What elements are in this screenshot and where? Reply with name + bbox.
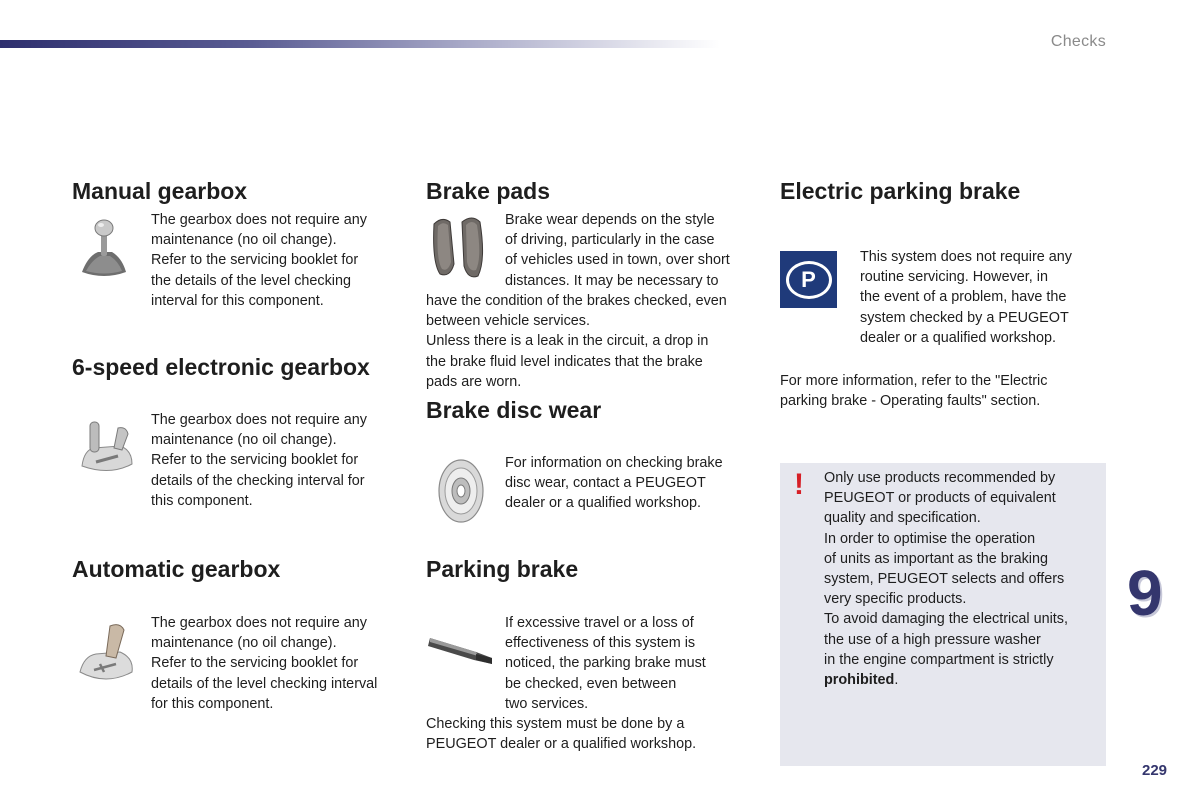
text-line: the brake fluid level indicates that the brake: [426, 353, 703, 370]
parking-brake-heading: Parking brake: [426, 556, 579, 582]
brake-disc-heading: Brake disc wear: [426, 397, 602, 423]
text-line: maintenance (no oil change).: [151, 232, 337, 249]
warning-end-punct: .: [894, 672, 899, 689]
text-line: dealer or a qualified workshop.: [505, 495, 701, 512]
text-line: For information on checking brake: [505, 455, 723, 471]
text-line: effectiveness of this system is: [505, 635, 696, 652]
text-line: Checking this system must be done by a: [426, 716, 685, 732]
text-line: The gearbox does not require any: [151, 212, 368, 228]
brake-disc-text: [505, 453, 723, 514]
parking-brake-lever-icon: [426, 628, 496, 672]
text-line: To avoid damaging the electrical units,: [824, 611, 1068, 628]
text-line: of driving, particularly in the case: [505, 232, 715, 249]
text-line: of units as important as the braking: [824, 550, 1048, 567]
electric-parking-brake-heading: Electric parking brake: [780, 178, 1021, 204]
warning-text: [824, 468, 1068, 690]
text-line: the use of a high pressure washer: [824, 631, 1041, 648]
brake-pads-text: [426, 291, 727, 392]
text-line: the details of the level checking: [151, 272, 351, 289]
brake-disc-icon: [432, 456, 490, 526]
text-line: For more information, refer to the "Electric: [780, 373, 1048, 389]
header-gradient-bar: [0, 40, 720, 48]
manual-gear-lever-icon: [78, 216, 130, 280]
section-title: Checks: [1050, 33, 1106, 50]
text-line: dealer or a qualified workshop.: [860, 329, 1056, 346]
text-line: If excessive travel or a loss of: [505, 615, 694, 631]
text-line: quality and specification.: [824, 510, 981, 527]
parking-brake-symbol: P: [786, 261, 832, 299]
text-line: two services.: [505, 695, 589, 712]
text-line: The gearbox does not require any: [151, 615, 368, 631]
text-line: Brake wear depends on the style: [505, 212, 715, 228]
text-line: be checked, even between: [505, 675, 677, 692]
text-line: interval for this component.: [151, 292, 324, 309]
text-line: Refer to the servicing booklet for: [151, 655, 359, 672]
text-line: [824, 670, 1068, 690]
text-line: pads are worn.: [426, 373, 522, 390]
parking-brake-text: [426, 714, 696, 754]
text-line: PEUGEOT or products of equivalent: [824, 490, 1056, 507]
text-line: distances. It may be necessary to: [505, 272, 719, 289]
brake-pads-heading: Brake pads: [426, 178, 551, 204]
parking-brake-text-side: [505, 613, 706, 714]
automatic-gearbox-text: [151, 613, 377, 714]
brake-pads-text-side: [505, 210, 730, 291]
text-line: details of the level checking interval: [151, 675, 378, 692]
text-line: of vehicles used in town, over short: [505, 252, 730, 269]
electric-parking-brake-text: [860, 247, 1072, 348]
text-line: details of the checking interval for: [151, 472, 365, 489]
parking-brake-warning-icon: [780, 251, 837, 308]
text-line: This system does not require any: [860, 249, 1072, 265]
text-line: Only use products recommended by: [824, 470, 1056, 486]
text-line: Refer to the servicing booklet for: [151, 452, 359, 469]
text-line: system checked by a PEUGEOT: [860, 309, 1069, 326]
text-line: in the engine compartment is strictly: [824, 651, 1054, 668]
chapter-number: 9: [1127, 557, 1163, 629]
text-line: parking brake - Operating faults" section.: [780, 393, 1041, 410]
electronic-gearbox-heading: 6-speed electronic gearbox: [72, 354, 370, 380]
text-line: Refer to the servicing booklet for: [151, 252, 359, 269]
text-line: maintenance (no oil change).: [151, 432, 337, 449]
text-line: for this component.: [151, 695, 274, 712]
text-line: have the condition of the brakes checked, even: [426, 293, 727, 309]
warning-exclamation-icon: !: [794, 468, 804, 501]
text-line: PEUGEOT dealer or a qualified workshop.: [426, 736, 697, 753]
text-line: very specific products.: [824, 591, 967, 608]
manual-gearbox-text: [151, 210, 367, 311]
brake-pads-icon: [428, 214, 490, 284]
text-line: routine servicing. However, in: [860, 269, 1048, 286]
electronic-gearbox-text: [151, 410, 367, 511]
automatic-gear-selector-icon: [76, 620, 136, 686]
text-line: disc wear, contact a PEUGEOT: [505, 475, 706, 492]
text-line: this component.: [151, 492, 253, 509]
page-number: 229: [1142, 762, 1168, 779]
text-line: Unless there is a leak in the circuit, a drop in: [426, 333, 709, 350]
manual-gearbox-heading: Manual gearbox: [72, 178, 248, 204]
text-line: In order to optimise the operation: [824, 530, 1036, 547]
text-line: the event of a problem, have the: [860, 289, 1067, 306]
text-line: between vehicle services.: [426, 313, 590, 330]
electronic-gear-selector-icon: [76, 416, 138, 480]
warning-bold-word: prohibited: [824, 672, 895, 689]
text-line: The gearbox does not require any: [151, 412, 368, 428]
electric-parking-brake-more-info: [780, 371, 1047, 411]
automatic-gearbox-heading: Automatic gearbox: [72, 556, 281, 582]
text-line: maintenance (no oil change).: [151, 635, 337, 652]
text-line: noticed, the parking brake must: [505, 655, 706, 672]
text-line: system, PEUGEOT selects and offers: [824, 571, 1065, 588]
